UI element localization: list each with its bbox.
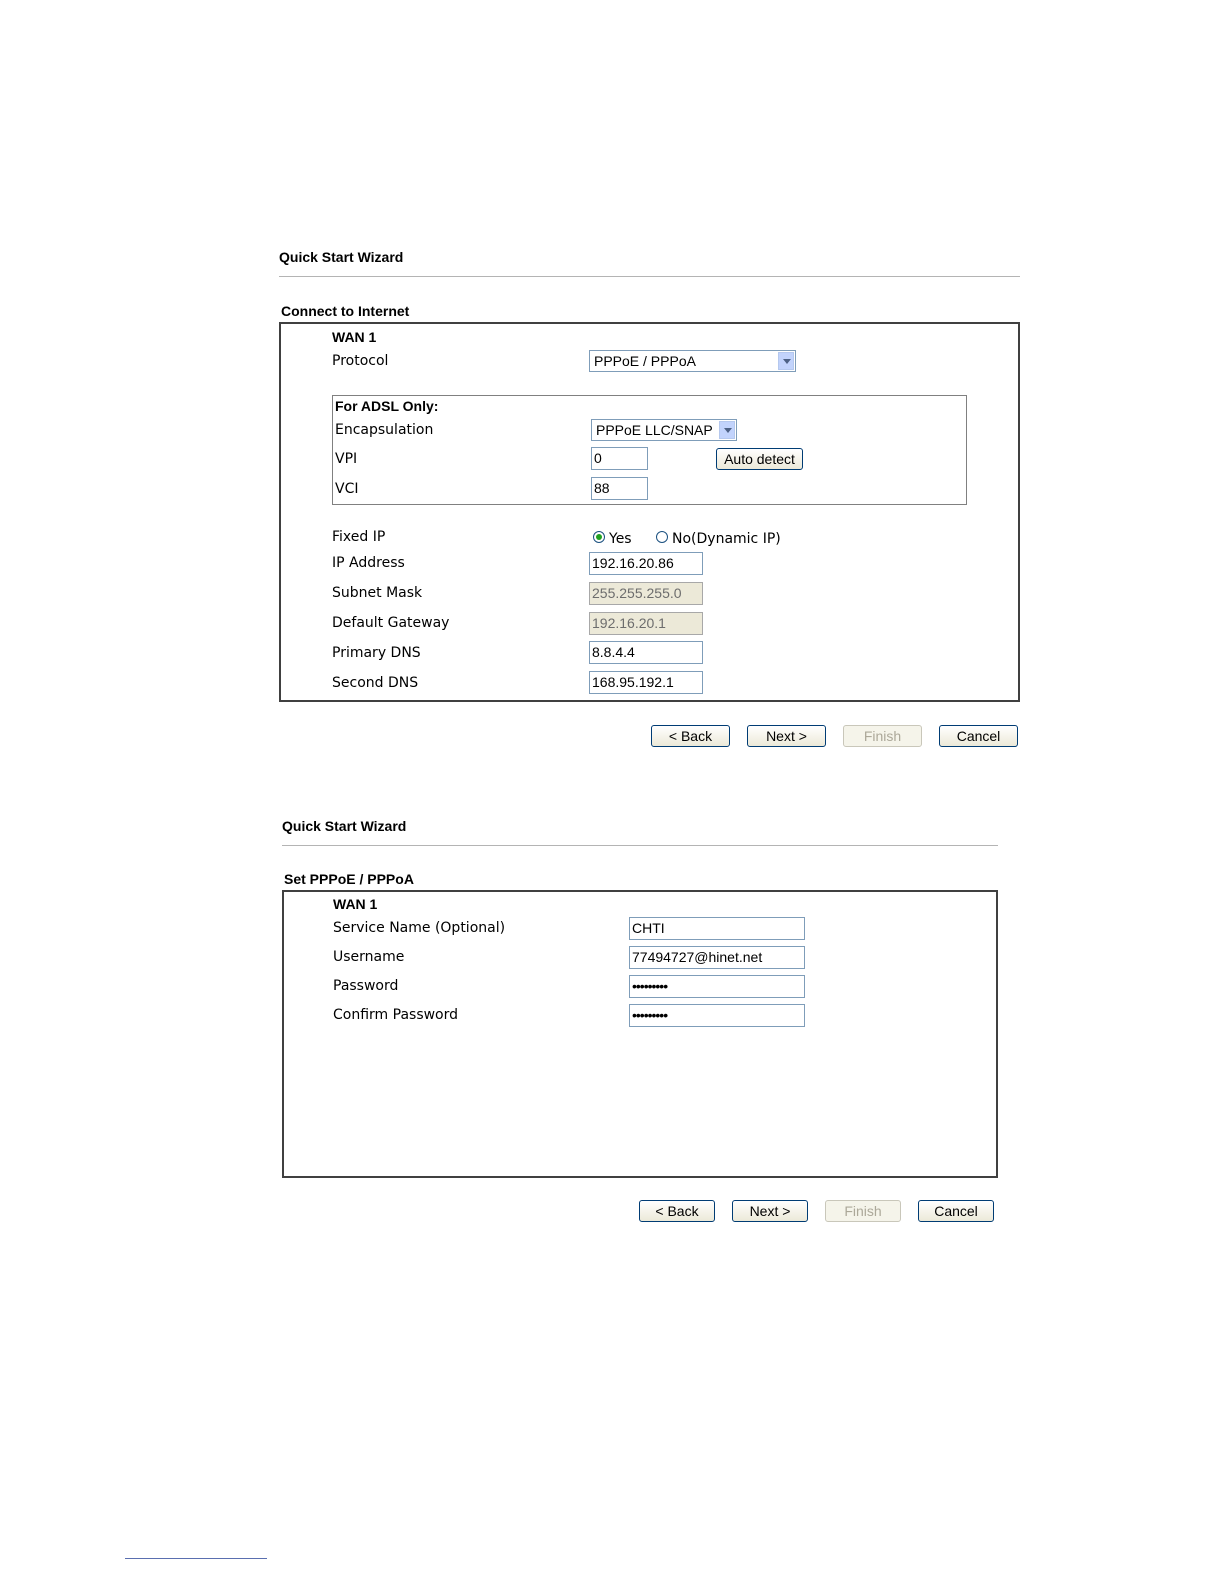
password-label: Password — [333, 978, 399, 994]
second-dns-input[interactable]: 168.95.192.1 — [589, 671, 703, 694]
wizard2-back-button[interactable]: < Back — [639, 1200, 715, 1222]
wan1-label: WAN 1 — [332, 329, 377, 345]
wizard1-section-title: Connect to Internet — [281, 303, 410, 319]
wizard1-title: Quick Start Wizard — [279, 249, 404, 265]
confirm-password-label: Confirm Password — [333, 1007, 459, 1023]
fixed-ip-no-radio[interactable] — [656, 531, 668, 543]
wizard2-section-title: Set PPPoE / PPPoA — [284, 871, 414, 887]
vpi-label: VPI — [335, 451, 358, 467]
password-input[interactable]: ••••••••• — [629, 975, 805, 998]
ip-address-label: IP Address — [332, 555, 405, 571]
second-dns-label: Second DNS — [332, 675, 419, 691]
encapsulation-label: Encapsulation — [335, 422, 434, 438]
encapsulation-select[interactable] — [591, 419, 737, 441]
adsl-heading: For ADSL Only: — [335, 398, 439, 414]
wizard2-divider — [282, 845, 998, 846]
wizard2-cancel-button[interactable]: Cancel — [918, 1200, 994, 1222]
wizard2-finish-button: Finish — [825, 1200, 901, 1222]
fixed-ip-yes-label: Yes — [609, 531, 632, 547]
footnote-rule — [125, 1558, 267, 1559]
default-gateway-input: 192.16.20.1 — [589, 612, 703, 635]
primary-dns-input[interactable]: 8.8.4.4 — [589, 641, 703, 664]
protocol-select-value: PPPoE / PPPoA — [594, 353, 696, 369]
protocol-select[interactable] — [589, 350, 796, 372]
username-label: Username — [333, 949, 405, 965]
wizard1-finish-button: Finish — [843, 725, 922, 747]
vci-input[interactable]: 88 — [591, 477, 648, 500]
subnet-mask-input: 255.255.255.0 — [589, 582, 703, 605]
vpi-input[interactable]: 0 — [591, 447, 648, 470]
chevron-down-icon[interactable] — [719, 421, 735, 439]
wizard1-divider — [279, 276, 1020, 277]
confirm-password-input[interactable]: ••••••••• — [629, 1004, 805, 1027]
service-name-label: Service Name (Optional) — [333, 920, 506, 936]
service-name-input[interactable]: CHTI — [629, 917, 805, 940]
protocol-label: Protocol — [332, 353, 389, 369]
wizard2-next-button[interactable]: Next > — [732, 1200, 808, 1222]
encapsulation-select-value: PPPoE LLC/SNAP — [596, 422, 713, 438]
fixed-ip-label: Fixed IP — [332, 529, 386, 545]
default-gateway-label: Default Gateway — [332, 615, 450, 631]
vci-label: VCI — [335, 481, 359, 497]
wizard2-title: Quick Start Wizard — [282, 818, 407, 834]
wizard1-cancel-button[interactable]: Cancel — [939, 725, 1018, 747]
auto-detect-button[interactable]: Auto detect — [716, 448, 803, 470]
ip-address-input[interactable]: 192.16.20.86 — [589, 552, 703, 575]
username-input[interactable]: 77494727@hinet.net — [629, 946, 805, 969]
fixed-ip-no-label: No(Dynamic IP) — [672, 531, 781, 547]
wizard1-next-button[interactable]: Next > — [747, 725, 826, 747]
chevron-down-icon[interactable] — [778, 352, 794, 370]
wizard1-back-button[interactable]: < Back — [651, 725, 730, 747]
wan1-label-2: WAN 1 — [333, 896, 378, 912]
primary-dns-label: Primary DNS — [332, 645, 421, 661]
fixed-ip-yes-radio[interactable] — [593, 531, 605, 543]
subnet-mask-label: Subnet Mask — [332, 585, 423, 601]
